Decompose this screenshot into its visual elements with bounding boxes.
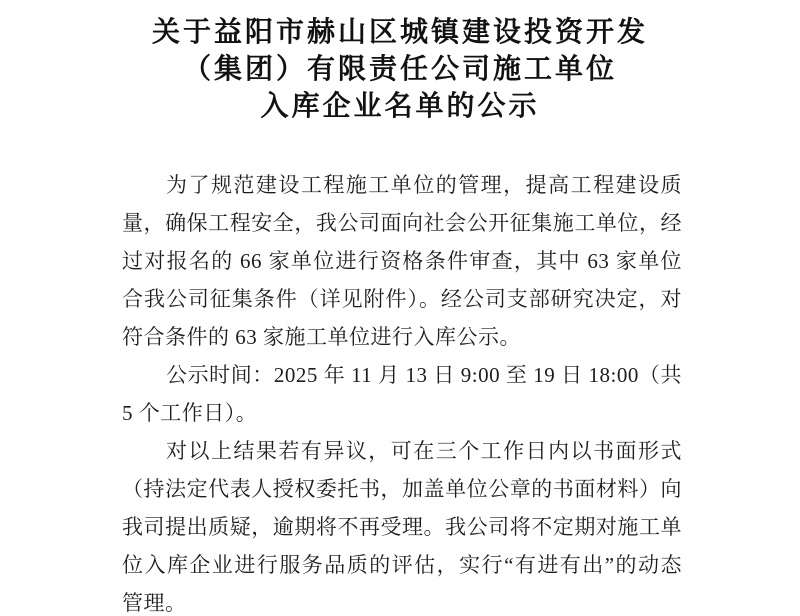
document-text-line: 5 个工作日）。 xyxy=(122,401,258,425)
document-text-line: 量，确保工程安全，我公司面向社会公开征集施工单位，经 xyxy=(122,211,682,235)
document-title-line-2: （集团）有限责任公司施工单位 xyxy=(182,53,617,84)
document-title-line-1: 关于益阳市赫山区城镇建设投资开发 xyxy=(151,16,648,47)
document-text-line: 位入库企业进行服务品质的评估，实行“有进有出”的动态 xyxy=(122,553,682,577)
document-text-line: 过对报名的 66 家单位进行资格条件审查，其中 63 家单位 xyxy=(122,249,682,273)
document-text-line: 管理。 xyxy=(122,591,187,615)
document-text-line: 合我公司征集条件（详见附件）。经公司支部研究决定，对 xyxy=(122,287,682,311)
document-text-line: 对以上结果若有异议，可在三个工作日内以书面形式 xyxy=(166,439,682,463)
document-title xyxy=(0,0,800,124)
document-text-line: 符合条件的 63 家施工单位进行入库公示。 xyxy=(122,325,521,349)
document-text-line: 公示时间：2025 年 11 月 13 日 9:00 至 19 日 18:00（共 xyxy=(166,363,682,387)
document-text-line: （持法定代表人授权委托书，加盖单位公章的书面材料）向 xyxy=(122,477,682,501)
document-body xyxy=(0,166,800,616)
document-title-line-3: 入库企业名单的公示 xyxy=(260,90,540,121)
document-text-line: 为了规范建设工程施工单位的管理，提高工程建设质 xyxy=(166,173,682,197)
document-text-line: 我司提出质疑，逾期将不再受理。我公司将不定期对施工单 xyxy=(122,515,682,539)
